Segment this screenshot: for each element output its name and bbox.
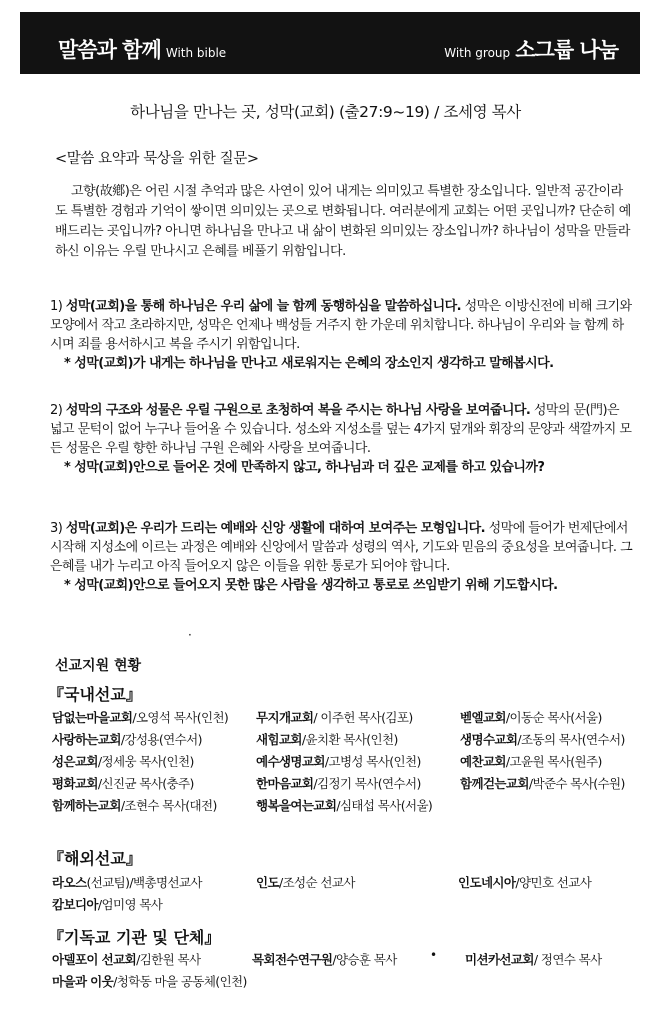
header-left-subtitle: With bible	[165, 46, 227, 60]
stray-mark: •	[430, 948, 438, 962]
overseas-missions-label: 『해외선교』	[48, 849, 142, 868]
point-body: 성막의 문(門)은 넓고 문턱이 없어 누구나 들어올 수 있습니다. 성소와 지성소를 덮는 4가지 덮개와 휘장의 문양과 색깔까지 모든 성물은 우릴 향한 하나님 구원 은혜와 사랑을 보여줍니다.	[50, 403, 632, 456]
list-row	[52, 972, 642, 994]
header-left-title: 말씀과 함께	[58, 38, 161, 62]
list-item	[52, 774, 194, 792]
list-item	[256, 708, 413, 726]
church-detail: /조동의 목사(연수서)	[517, 732, 625, 747]
mission-detail: /조성순 선교사	[278, 875, 355, 890]
point-question: * 성막(교회)가 내게는 하나님을 만나고 새로워지는 은혜의 장소인지 생각하고 말해봅시다.	[64, 356, 554, 371]
church-detail: /고병성 목사(인천)	[324, 754, 421, 769]
church-detail: /정세웅 목사(인천)	[97, 754, 194, 769]
church-detail: /신진균 목사(충주)	[97, 776, 194, 791]
church-detail: /오영석 목사(인천)	[132, 710, 229, 725]
church-name: 예찬교회	[460, 754, 506, 769]
church-name: 무지개교회	[256, 710, 314, 725]
list-item	[465, 950, 602, 968]
list-item	[460, 730, 625, 748]
church-name: 함께걷는교회	[460, 776, 529, 791]
org-detail: /양승훈 목사	[332, 952, 397, 967]
list-item	[52, 972, 247, 990]
list-row	[52, 752, 642, 774]
church-name: 함께하는교회	[52, 798, 121, 813]
overseas-missions-list	[52, 873, 642, 917]
church-name: 새힘교회	[256, 732, 302, 747]
point-body: 성막은 이방신전에 비해 크기와 모양에서 작고 초라하지만, 성막은 언제나 백성들 거주지 한 가운데 위치합니다. 하나님이 우리와 늘 함께 하시며 죄를 용서하시고 복을 주시기 위함입니다.	[50, 299, 632, 352]
point-3	[50, 519, 634, 595]
domestic-missions-label: 『국내선교』	[48, 685, 142, 704]
mission-detail: /양민호 선교사	[515, 875, 592, 890]
church-detail: /윤치환 목사(인천)	[301, 732, 398, 747]
point-heading: 성막(교회)은 우리가 드리는 예배와 신앙 생활에 대하여 보여주는 모형입니다.	[65, 521, 486, 536]
mission-name: 캄보디아	[52, 897, 98, 912]
point-question: * 성막(교회)안으로 들어온 것에 만족하지 않고, 하나님과 더 깊은 교제를 하고 있습니까?	[64, 460, 545, 475]
mission-name: 인도네시아	[458, 875, 516, 890]
organizations-label: 『기독교 기관 및 단체』	[48, 928, 221, 947]
stray-dot: ·	[188, 628, 192, 642]
list-item	[52, 873, 202, 891]
church-name: 벧엘교회	[460, 710, 506, 725]
list-item	[460, 752, 602, 770]
organizations-list	[52, 950, 642, 994]
list-row	[52, 730, 642, 752]
point-heading: 성막(교회)을 통해 하나님은 우리 삶에 늘 함께 동행하심을 말씀하십니다.	[65, 299, 462, 314]
church-detail: /이동순 목사(서울)	[505, 710, 602, 725]
list-row	[52, 708, 642, 730]
church-name: 행복을여는교회	[256, 798, 337, 813]
mission-name: 라오스	[52, 875, 87, 890]
org-name: 미션카선교회	[465, 952, 534, 967]
list-row	[52, 873, 642, 895]
point-number: 3)	[50, 521, 63, 536]
point-1	[50, 297, 634, 373]
list-item	[458, 873, 591, 891]
list-item	[252, 950, 397, 968]
church-detail: /조현수 목사(대전)	[120, 798, 217, 813]
sermon-title: 하나님을 만나는 곳, 성막(교회) (출27:9~19) / 조세영 목사	[130, 103, 521, 121]
list-item	[460, 708, 602, 726]
list-item	[52, 752, 194, 770]
church-name: 담없는마을교회	[52, 710, 133, 725]
header-right	[444, 34, 618, 64]
org-name: 마을과 이웃	[52, 974, 114, 989]
list-row	[52, 895, 642, 917]
mission-detail: /엄미영 목사	[97, 897, 163, 912]
list-item	[52, 730, 202, 748]
page-header-banner	[20, 12, 640, 74]
list-item	[256, 796, 432, 814]
mission-name: 인도	[256, 875, 279, 890]
church-detail: /고윤원 목사(원주)	[505, 754, 602, 769]
list-item	[256, 752, 421, 770]
header-left	[58, 34, 226, 64]
list-item	[52, 708, 228, 726]
org-detail: /청학동 마을 공동체(인천)	[113, 974, 247, 989]
church-name: 성은교회	[52, 754, 98, 769]
org-name: 아델포이 선교회	[52, 952, 137, 967]
church-detail: /김정기 목사(연수서)	[313, 776, 421, 791]
point-number: 1)	[50, 299, 63, 314]
list-row	[52, 950, 642, 972]
org-detail: /김한원 목사	[136, 952, 201, 967]
header-right-title: 소그룹 나눔	[515, 38, 618, 62]
church-detail: /박준수 목사(수원)	[528, 776, 625, 791]
church-name: 예수생명교회	[256, 754, 325, 769]
church-name: 사랑하는교회	[52, 732, 121, 747]
org-detail: / 정연수 목사	[533, 952, 602, 967]
church-name: 평화교회	[52, 776, 98, 791]
list-item	[256, 774, 421, 792]
intro-paragraph	[55, 182, 633, 262]
point-question: * 성막(교회)안으로 들어오지 못한 많은 사람을 생각하고 통로로 쓰임받기 위해 기도합시다.	[64, 578, 558, 593]
list-row	[52, 796, 642, 818]
section-subheading: <말씀 요약과 묵상을 위한 질문>	[55, 151, 259, 167]
org-name: 목회전수연구원	[252, 952, 333, 967]
domestic-missions-list	[52, 708, 642, 818]
mission-detail: (선교팀)/백총명선교사	[86, 875, 202, 890]
list-item	[52, 895, 162, 913]
point-number: 2)	[50, 403, 63, 418]
church-detail: / 이주헌 목사(김포)	[313, 710, 413, 725]
list-item	[256, 730, 398, 748]
list-item	[52, 796, 217, 814]
point-heading: 성막의 구조와 성물은 우릴 구원으로 초청하여 복을 주시는 하나님 사랑을 보여줍니다.	[65, 403, 531, 418]
header-right-subtitle: With group	[444, 46, 511, 60]
list-item	[52, 950, 200, 968]
list-item	[460, 774, 625, 792]
intro-text: 고향(故鄕)은 어린 시절 추억과 많은 사연이 있어 내게는 의미있고 특별한 장소입니다. 일반적 공간이라도 특별한 경험과 기억이 쌓이면 의미있는 곳으로 변화됩니다. 여러분에게 교회는 어떤 곳입니까? 단순히 예배드리는 곳입니까? 아니면 하나님을 만나고 내 삶이 변화된 의미있는 장소입니까? 하나님이 성막을 만들라 하신 이유는 우릴 만나시고 은혜를 베풀기 위함입니다.	[55, 184, 631, 259]
missions-heading: 선교지원 현황	[55, 658, 142, 674]
church-detail: /강성용(연수서)	[120, 732, 202, 747]
point-2	[50, 401, 634, 477]
church-name: 생명수교회	[460, 732, 518, 747]
list-row	[52, 774, 642, 796]
point-body: 성막에 들어가 번제단에서 시작해 지성소에 이르는 과정은 예배와 신앙에서 말씀과 성령의 역사, 기도와 믿음의 중요성을 보여줍니다. 그 은혜를 내가 누리고 아직 들어오지 않은 이들을 위한 통로가 되어야 합니다.	[50, 521, 633, 574]
church-name: 한마음교회	[256, 776, 314, 791]
list-item	[256, 873, 355, 891]
church-detail: /심태섭 목사(서울)	[336, 798, 433, 813]
